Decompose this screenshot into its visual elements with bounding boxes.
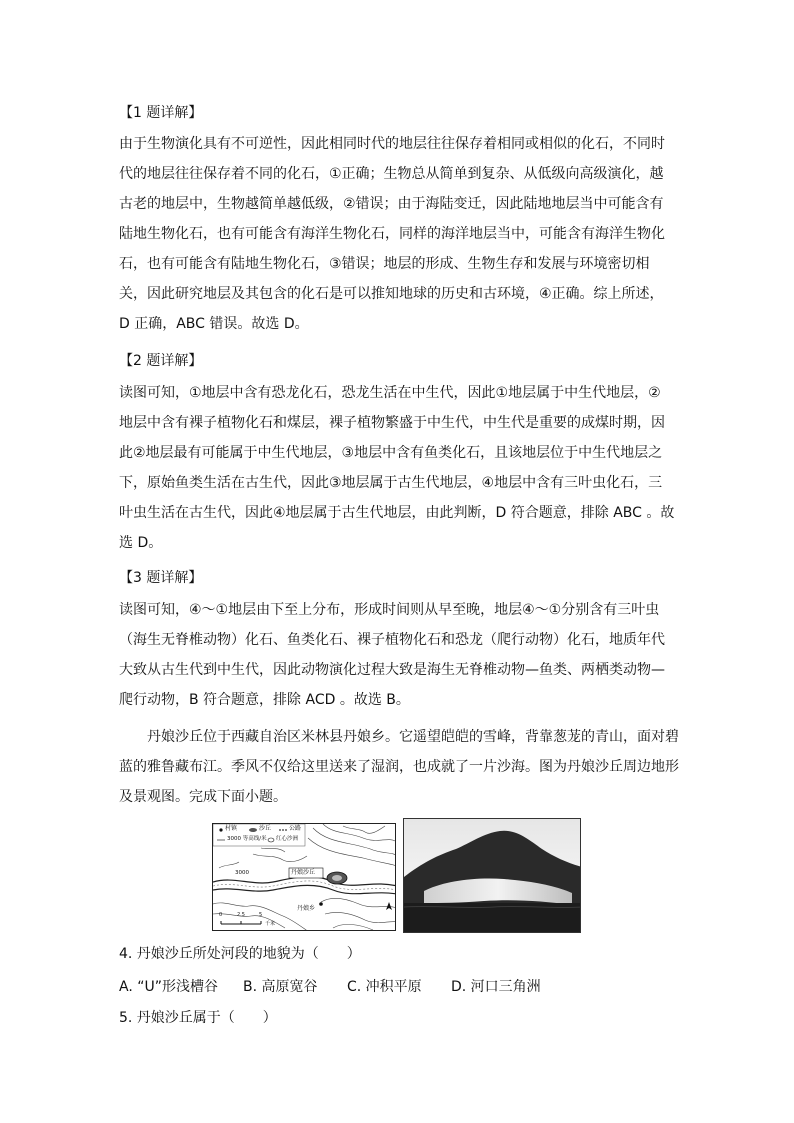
- intro-paragraph: [119, 722, 679, 812]
- contour-value-label: 3000: [235, 870, 249, 876]
- question-4-stem: 4. 丹娘沙丘所处河段的地貌为（ ）: [119, 946, 361, 962]
- text-line: 此②地层最有可能属于中生代地层，③地层中含有鱼类化石，且该地层位于中生代地层之: [119, 445, 663, 461]
- option-c: C. 冲积平原: [347, 979, 422, 995]
- legend-road-label: 公路: [289, 825, 302, 832]
- text-line: 大致从古生代到中生代，因此动物演化过程大致是海生无脊椎动物—鱼类、两栖类动物—: [119, 662, 665, 678]
- section-2-heading: 【2 题详解】: [119, 353, 203, 369]
- dune-name-label: 丹娘沙丘: [291, 869, 316, 876]
- text-line: 读图可知，①地层中含有恐龙化石，恐龙生活在中生代，因此①地层属于中生代地层，②: [119, 385, 661, 401]
- landscape-photo: [403, 818, 581, 933]
- text-line: 下，原始鱼类生活在古生代，因此③地层属于古生代地层，④地层中含有三叶虫化石，三: [119, 475, 663, 491]
- section-3-heading: 【3 题详解】: [119, 570, 203, 586]
- text-line: 由于生物演化具有不可逆性，因此相同时代的地层往往保存着相同或相似的化石，不同时: [119, 136, 665, 152]
- scale-unit-label: 千米: [265, 921, 276, 927]
- text-line: 爬行动物，B 符合题意，排除 ACD 。故选 B。: [119, 692, 410, 708]
- text-line: 选 D。: [119, 535, 163, 551]
- text-line: 代的地层往往保存着不同的化石，①正确；生物总从简单到复杂、从低级向高级演化，越: [119, 166, 664, 182]
- legend-dune-label: 沙丘: [259, 825, 272, 832]
- scale-zero-label: 0: [219, 912, 223, 918]
- text-line: 古老的地层中，生物越简单越低级，②错误；由于海陆变迁，因此陆地地层当中可能含有: [119, 196, 664, 212]
- option-a: A. “U”形浅槽谷: [119, 979, 218, 995]
- text-line: 丹娘沙丘位于西藏自治区米林县丹娘乡。它遥望皑皑的雪峰，背靠葱茏的青山，面对碧: [147, 729, 679, 745]
- question-4-options: [119, 977, 541, 997]
- section-1-heading: 【1 题详解】: [119, 105, 203, 121]
- figure-dune-terrain: [212, 818, 582, 933]
- text-line: D 正确，ABC 错误。故选 D。: [119, 316, 309, 332]
- text-line: 陆地生物化石，也有可能含有海洋生物化石，同样的海洋地层当中，可能含有海洋生物化: [119, 226, 665, 242]
- village-label: 丹娘乡: [297, 905, 316, 912]
- topographic-map: [212, 823, 396, 931]
- text-line: 叶虫生活在古生代，因此④地层属于古生代地层，由此判断，D 符合题意，排除 ABC 。故: [119, 505, 675, 521]
- legend-red-sand-label: 红心沙洲: [276, 836, 299, 842]
- section-2-body: [119, 378, 679, 558]
- text-line: （海生无脊椎动物）化石、鱼类化石、裸子植物化石和恐龙（爬行动物）化石，地质年代: [119, 632, 665, 648]
- text-line: 蓝的雅鲁藏布江。季风不仅给这里送来了湿润，也成就了一片沙海。图为丹娘沙丘周边地形: [119, 759, 679, 775]
- legend-contour-label: 3000 等高线/米: [227, 836, 267, 842]
- section-3-body: [119, 595, 679, 715]
- question-5-stem: 5. 丹娘沙丘属于（ ）: [119, 1010, 277, 1026]
- legend-town-label: 村镇: [225, 825, 238, 832]
- text-line: 关，因此研究地层及其包含的化石是可以推知地球的历史和古环境，④正确。综上所述，: [119, 286, 664, 302]
- scale-end-label: 5: [259, 912, 263, 918]
- option-d: D. 河口三角洲: [451, 979, 541, 995]
- option-b: B. 高原宽谷: [243, 979, 318, 995]
- text-line: 及景观图。完成下面小题。: [119, 789, 287, 805]
- text-line: 石，也有可能含有陆地生物化石，③错误；地层的形成、生物生存和发展与环境密切相: [119, 256, 650, 272]
- text-line: 读图可知，④～①地层由下至上分布，形成时间则从早至晚，地层④～①分别含有三叶虫: [119, 602, 660, 618]
- section-1-body: [119, 129, 679, 339]
- text-line: 地层中含有裸子植物化石和煤层，裸子植物繁盛于中生代，中生代是重要的成煤时期，因: [119, 415, 665, 431]
- scale-mid-label: 2.5: [237, 912, 245, 918]
- landscape-drawing: [404, 819, 581, 933]
